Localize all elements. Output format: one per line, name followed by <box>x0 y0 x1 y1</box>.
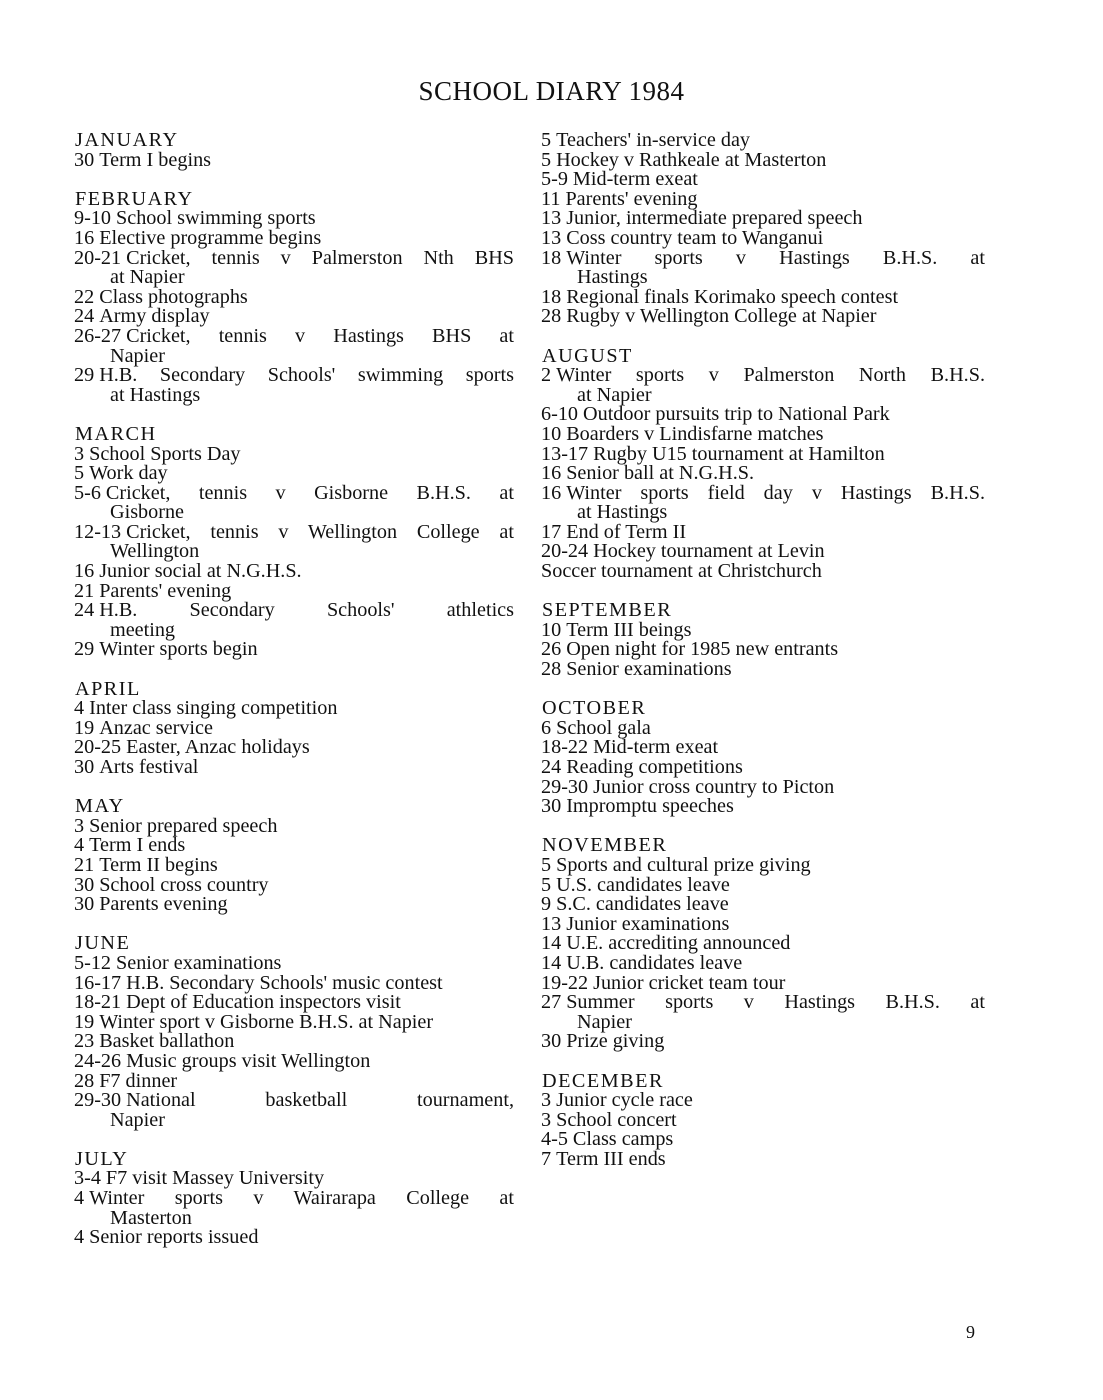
entry-date: 26 <box>541 638 562 661</box>
entry-date: 21 <box>74 579 95 602</box>
entry-date: 16 <box>74 226 95 249</box>
entry-date: 13 <box>541 226 562 249</box>
entry-date: 3 <box>541 1089 552 1112</box>
entry-date: 24-26 <box>74 1049 122 1072</box>
entry-text: meeting <box>110 618 176 641</box>
diary-entry <box>541 853 985 876</box>
entry-date: 13 <box>541 912 562 935</box>
entry-text: H.B. Secondary Schools' athletics <box>99 599 514 622</box>
entry-text: Wellington <box>110 540 200 563</box>
entry-date: 4 <box>74 1187 85 1210</box>
entry-text: School cross country <box>99 873 269 896</box>
entry-text: Regional finals Korimako speech contest <box>566 285 899 308</box>
entry-text: School gala <box>556 716 651 739</box>
entry-date: 16 <box>541 481 562 504</box>
entry-text: Junior cycle race <box>556 1089 693 1112</box>
diary-entry <box>74 503 514 523</box>
entry-date: 10 <box>541 618 562 641</box>
entry-text: Reading competitions <box>566 756 743 778</box>
entry-text: Soccer tournament at Christchurch <box>541 560 822 583</box>
entry-text: Junior social at N.G.H.S. <box>99 560 302 583</box>
entry-text: at Napier <box>577 383 652 406</box>
entry-date: 28 <box>541 658 562 681</box>
entry-date: 6-10 <box>541 403 579 426</box>
diary-entry <box>541 131 985 151</box>
entry-date: 17 <box>541 520 562 543</box>
diary-entry <box>74 601 514 621</box>
entry-date: 3 <box>74 442 85 465</box>
entry-text: Senior examinations <box>116 951 282 974</box>
entry-text: Cricket, tennis v Hastings BHS at <box>126 324 514 347</box>
entry-date: 24 <box>541 756 562 778</box>
entry-date: 3 <box>541 1108 552 1131</box>
entry-date: 18 <box>541 246 562 269</box>
entry-text: H.B. Secondary Schools' swimming sports <box>99 364 514 387</box>
entry-date: 4 <box>74 697 85 720</box>
entry-text: Term III beings <box>566 618 692 641</box>
entry-date: 24 <box>74 305 95 328</box>
entry-text: Arts festival <box>99 756 199 778</box>
entry-date: 12-13 <box>74 520 122 543</box>
month-heading: MARCH <box>75 422 157 445</box>
entry-text: Elective programme begins <box>99 226 322 249</box>
entry-date: 14 <box>541 932 562 955</box>
diary-entry <box>74 951 514 974</box>
entry-date: 13 <box>541 207 562 230</box>
entry-date: 4 <box>74 834 85 857</box>
diary-entry <box>541 1091 985 1111</box>
diary-entry <box>541 422 985 445</box>
entry-text: Term II begins <box>99 853 218 876</box>
entry-text: End of Term II <box>566 520 687 543</box>
entry-text: Parents' evening <box>565 187 698 210</box>
month-section <box>74 422 514 661</box>
entry-text: Class camps <box>572 1128 674 1151</box>
month-heading: OCTOBER <box>542 697 647 720</box>
entry-date: 29 <box>74 364 95 387</box>
entry-text: Cricket, tennis v Wellington College at <box>126 520 514 543</box>
diary-entry <box>74 383 514 406</box>
month-heading: SEPTEMBER <box>542 599 673 622</box>
entry-text: Winter sports begin <box>99 638 258 661</box>
entry-date: 29 <box>74 638 95 661</box>
entry-date: 5 <box>541 148 552 171</box>
entry-date: 5-6 <box>74 481 101 504</box>
month-heading: MAY <box>75 795 125 818</box>
diary-entry <box>541 934 985 954</box>
diary-entry <box>74 268 514 288</box>
entry-date: 3 <box>74 814 85 837</box>
month-section <box>541 344 985 583</box>
diary-entry <box>541 797 985 817</box>
entry-text: Sports and cultural prize giving <box>556 853 811 876</box>
entry-text: U.E. accrediting announced <box>566 932 791 955</box>
month-section <box>541 131 985 327</box>
entry-date: 30 <box>74 873 95 896</box>
entry-text: Coss country team to Wanganui <box>566 226 824 249</box>
diary-entry <box>74 993 514 1013</box>
entry-text: Winter sports field day v Hastings B.H.S. <box>566 481 985 504</box>
entry-date: 19 <box>74 1010 95 1033</box>
diary-entry <box>74 366 514 386</box>
entry-text: Napier <box>577 1010 632 1033</box>
entry-text: Rugby U15 tournament at Hamilton <box>593 442 885 465</box>
entry-date: 20-25 <box>74 736 122 759</box>
entry-date: 19 <box>74 716 95 739</box>
month-heading: FEBRUARY <box>75 187 194 210</box>
right-column <box>541 131 985 1189</box>
entry-text: Prize giving <box>566 1030 665 1053</box>
entry-text: H.B. Secondary Schools' music contest <box>126 971 443 994</box>
entry-text: Term I ends <box>89 834 186 857</box>
entry-text: Anzac service <box>99 716 213 739</box>
entry-text: Senior reports issued <box>89 1226 259 1249</box>
entry-date: 5-9 <box>541 168 568 191</box>
entry-text: Mid-term exeat <box>572 168 698 191</box>
entry-text: at Hastings <box>577 501 668 524</box>
entry-date: 5 <box>541 873 552 896</box>
entry-date: 30 <box>74 756 95 778</box>
diary-entry <box>541 562 985 582</box>
month-heading: DECEMBER <box>542 1069 664 1092</box>
entry-date: 2 <box>541 364 552 387</box>
entry-date: 29-30 <box>74 1089 122 1112</box>
diary-entry <box>541 951 985 974</box>
entry-date: 5-12 <box>74 951 112 974</box>
page-number: 9 <box>966 1322 975 1342</box>
entry-text: Summer sports v Hastings B.H.S. at <box>566 991 985 1014</box>
entry-text: Cricket, tennis v Palmerston Nth BHS <box>126 246 514 269</box>
entry-text: at Hastings <box>110 383 201 406</box>
month-heading: APRIL <box>75 677 141 700</box>
entry-text: S.C. candidates leave <box>556 893 729 916</box>
entry-text: Junior, intermediate prepared speech <box>566 207 863 230</box>
diary-entry <box>541 307 985 327</box>
entry-date: 24 <box>74 599 95 622</box>
entry-text: Army display <box>99 305 210 328</box>
month-section <box>74 797 514 915</box>
diary-entry <box>541 170 985 190</box>
entry-text: Music groups visit Wellington <box>126 1049 371 1072</box>
diary-entry <box>541 993 985 1013</box>
entry-text: Dept of Education inspectors visit <box>126 991 401 1014</box>
entry-text: Junior examinations <box>566 912 730 935</box>
entry-date: 29-30 <box>541 775 589 798</box>
entry-text: F7 dinner <box>99 1069 178 1092</box>
diary-entry <box>74 1108 514 1131</box>
entry-text: U.S. candidates leave <box>556 873 730 896</box>
entry-text: Class photographs <box>99 285 248 308</box>
entry-text: Senior prepared speech <box>89 814 278 837</box>
entry-text: Impromptu speeches <box>566 795 734 818</box>
entry-text: Junior cricket team tour <box>593 971 786 994</box>
entry-date: 28 <box>74 1069 95 1092</box>
entry-date: 20-21 <box>74 246 122 269</box>
entry-date: 16 <box>541 462 562 485</box>
entry-date: 26-27 <box>74 324 122 347</box>
entry-text: Work day <box>89 462 168 485</box>
entry-date: 28 <box>541 305 562 328</box>
entry-date: 13-17 <box>541 442 589 465</box>
entry-date: 7 <box>541 1147 552 1170</box>
month-section <box>541 1069 985 1170</box>
entry-text: School concert <box>556 1108 677 1131</box>
diary-entry <box>541 503 985 523</box>
month-section <box>74 677 514 778</box>
month-heading: JUNE <box>75 932 131 955</box>
entry-date: 18-22 <box>541 736 589 759</box>
entry-text: Napier <box>110 1108 165 1131</box>
entry-date: 3-4 <box>74 1167 101 1190</box>
diary-entry <box>74 699 514 719</box>
entry-date: 20-24 <box>541 540 589 563</box>
entry-text: Napier <box>110 344 165 367</box>
diary-entry <box>541 405 985 425</box>
entry-text: Term I begins <box>99 148 212 171</box>
diary-entry <box>541 895 985 915</box>
entry-text: at Napier <box>110 266 185 289</box>
diary-entry <box>541 660 985 680</box>
entry-text: Outdoor pursuits trip to National Park <box>583 403 890 426</box>
diary-entry <box>541 1032 985 1052</box>
left-column <box>74 131 514 1267</box>
entry-text: Easter, Anzac holidays <box>126 736 310 759</box>
entry-text: Winter sports v Hastings B.H.S. at <box>566 246 985 269</box>
entry-date: 30 <box>74 893 95 916</box>
month-heading: JANUARY <box>75 129 179 151</box>
entry-date: 22 <box>74 285 95 308</box>
month-section <box>74 934 514 1130</box>
entry-date: 30 <box>74 148 95 171</box>
entry-date: 9 <box>541 893 552 916</box>
entry-date: 30 <box>541 1030 562 1053</box>
diary-entry <box>74 148 514 171</box>
entry-date: 18-21 <box>74 991 122 1014</box>
entry-date: 9-10 <box>74 207 112 230</box>
entry-text: Term III ends <box>556 1147 666 1170</box>
diary-entry <box>74 324 514 347</box>
entry-date: 5 <box>74 462 85 485</box>
entry-date: 6 <box>541 716 552 739</box>
entry-text: Teachers' in-service day <box>556 129 750 151</box>
month-section <box>541 836 985 1052</box>
diary-entry <box>541 366 985 386</box>
entry-text: Junior cross country to Picton <box>593 775 835 798</box>
month-section <box>74 187 514 406</box>
entry-text: Cricket, tennis v Gisborne B.H.S. at <box>105 481 514 504</box>
entry-text: Winter sports v Wairarapa College at <box>89 1187 514 1210</box>
entry-date: 4-5 <box>541 1128 568 1151</box>
page-title: SCHOOL DIARY 1984 <box>418 76 685 106</box>
diary-entry <box>74 640 514 660</box>
diary-entry <box>541 1147 985 1170</box>
entry-date: 14 <box>541 951 562 974</box>
diary-entry <box>74 758 514 778</box>
entry-date: 5 <box>541 853 552 876</box>
diary-entry <box>74 226 514 249</box>
entry-text: Masterton <box>110 1206 192 1229</box>
entry-date: 4 <box>74 1226 85 1249</box>
entry-text: Hastings <box>577 266 648 289</box>
entry-text: School swimming sports <box>116 207 316 230</box>
entry-text: Rugby v Wellington College at Napier <box>566 305 877 328</box>
diary-entry <box>74 1049 514 1072</box>
entry-text: Parents' evening <box>99 579 232 602</box>
entry-date: 19-22 <box>541 971 589 994</box>
entry-text: School Sports Day <box>89 442 241 465</box>
diary-entry <box>541 464 985 484</box>
month-heading: AUGUST <box>542 344 633 367</box>
entry-text: National basketball tournament, <box>126 1089 514 1112</box>
entry-text: Parents evening <box>99 893 228 916</box>
diary-entry <box>541 268 985 288</box>
entry-date: 11 <box>541 187 561 210</box>
diary-entry <box>74 1032 514 1052</box>
entry-text: F7 visit Massey University <box>105 1167 325 1190</box>
diary-entry <box>74 464 514 484</box>
entry-text: Winter sports v Palmerston North B.H.S. <box>556 364 985 387</box>
diary-entry <box>74 1189 514 1209</box>
diary-entry <box>74 307 514 327</box>
entry-text: Hockey v Rathkeale at Masterton <box>556 148 827 171</box>
diary-entry <box>74 895 514 915</box>
diary-entry <box>74 853 514 876</box>
diary-entry <box>541 1130 985 1150</box>
entry-text: Open night for 1985 new entrants <box>566 638 839 661</box>
entry-date: 16-17 <box>74 971 122 994</box>
month-heading: JULY <box>75 1147 129 1170</box>
diary-entry <box>74 1091 514 1111</box>
month-section <box>74 1147 514 1249</box>
month-section <box>541 699 985 817</box>
entry-date: 27 <box>541 991 562 1014</box>
diary-entry <box>74 1228 514 1248</box>
entry-text: Boarders v Lindisfarne matches <box>566 422 824 445</box>
diary-entry <box>541 758 985 778</box>
diary-entry <box>541 226 985 249</box>
month-section <box>541 601 985 679</box>
diary-entry <box>74 562 514 582</box>
entry-text: Inter class singing competition <box>89 697 338 720</box>
entry-date: 16 <box>74 560 95 583</box>
month-heading: NOVEMBER <box>542 834 668 857</box>
entry-text: U.B. candidates leave <box>566 951 743 974</box>
entry-text: Basket ballathon <box>99 1030 235 1053</box>
entry-text: Gisborne <box>110 501 185 524</box>
entry-date: 5 <box>541 129 552 151</box>
entry-text: Mid-term exeat <box>593 736 719 759</box>
month-section <box>74 131 514 170</box>
entry-text: Senior examinations <box>566 658 732 681</box>
entry-text: Winter sport v Gisborne B.H.S. at Napier <box>99 1010 434 1033</box>
entry-text: Senior ball at N.G.H.S. <box>566 462 755 485</box>
entry-date: 23 <box>74 1030 95 1053</box>
entry-text: Hockey tournament at Levin <box>593 540 825 563</box>
entry-date: 21 <box>74 853 95 876</box>
entry-date: 30 <box>541 795 562 818</box>
entry-date: 10 <box>541 422 562 445</box>
entry-date: 18 <box>541 285 562 308</box>
